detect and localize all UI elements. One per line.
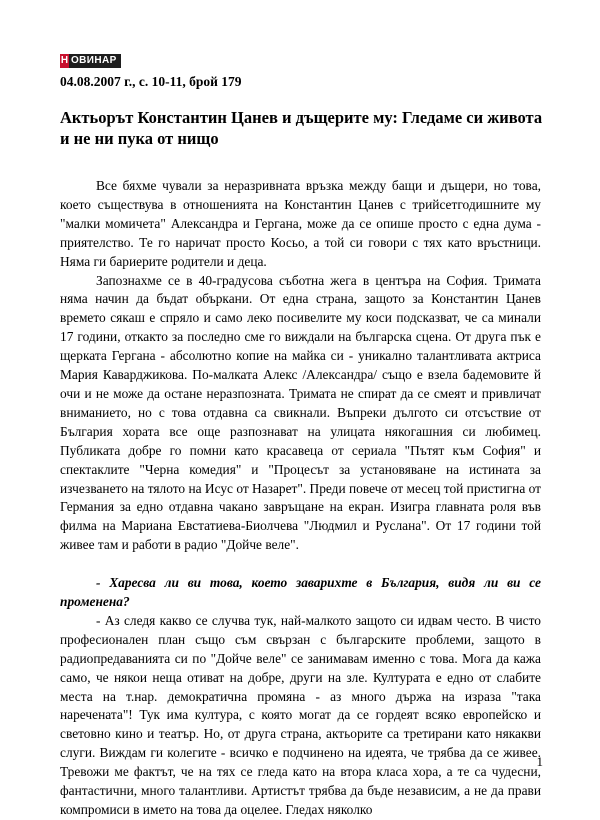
novinar-logo (60, 54, 121, 68)
source-line: 04.08.2007 г., с. 10-11, брой 179 (60, 74, 242, 89)
paragraph-intro: Все бяхме чували за неразривната връзка между бащи и дъщери, но това, което съществува в отношенията на Константин Цанев с трийсетгодишните му "малки момичета" Александра и Гергана, може да се опише просто с една дума - приятелство. Те го наричат просто Косьо, а той си говори с тях като връстници. Няма ги бариерите родители и деца. (60, 178, 541, 269)
article-title: Актьорът Константин Цанев и дъщерите му: Гледаме си живота и не ни пука от нищо (60, 108, 543, 148)
interview-question: - Харесва ли ви това, което заварихте в България, видя ли ви се променена? (60, 575, 541, 610)
page-number: 1 (536, 754, 543, 769)
paragraph-meeting: Запознахме се в 40-градусова съботна жега в центъра на София. Тримата няма начин да бъдат объркани. От една страна, защото за Константин Цанев времето сякаш е спряло и само леко посивелите му коси подсказват, че са минали 17 години, откакто за последно сме го виждали на българска сцена. От друга пък е щерката Гергана - абсолютно копие на майка си - уникално талантливата актриса Мария Каварджикова. По-малката Алекс /Александра/ също е взела бадемовите й очи и не може да остане неразпозната. Тримата не спират да се смеят и привличат вниманието, но с това отдавна са свикнали. Въпреки дългото си отсъствие от България хората все още разпознават на улицата някогашния си любимец. Публиката добре го помни като красавеца от сериала "Пътят към София" и спектаклите "Черна комедия" и "Процесът за установяване на истината за изчезването на тялото на Исус от Назарет". Преди повече от месец той пристигна от Германия за едно отдавна чакано завръщане на екран. Изигра главната роля във филма на Мариана Евстатиева-Биолчева "Людмил и Руслана". От 17 години той живее там и работи в радио "Дойче веле". (60, 272, 541, 553)
interview-answer: - Аз следя какво се случва тук, най-малкото защото си идвам често. В чисто професионален план също съм свързан с българските проблеми, защото в радиопредаванията си по "Дойче веле" се занимавам именно с това. Мога да кажа само, че някои неща отиват на добре, други на зле. Културата е едно от слабите места на т.нар. демократична промяна - аз много държа на израза "така наречената"! Тук има култура, с която могат да се гордеят всяко европейско и световно кино и театър. Но, от друга страна, актьорите са третирани като някакви слуги. Виждам ги колегите - всичко е подчинено на идеята, че трябва да се живее. Тревожи ме фактът, че на тях се гледа като на втора класа хора, а те са чудесни, фантастични, много талантливи. Артистът трябва да бъде независим, а не да прави компромиси в името на това да оцелее. Гледах няколко (60, 612, 541, 817)
logo-mark: Н (60, 55, 69, 66)
logo-text: ОВИНАР (71, 55, 117, 66)
article-body (60, 177, 541, 820)
